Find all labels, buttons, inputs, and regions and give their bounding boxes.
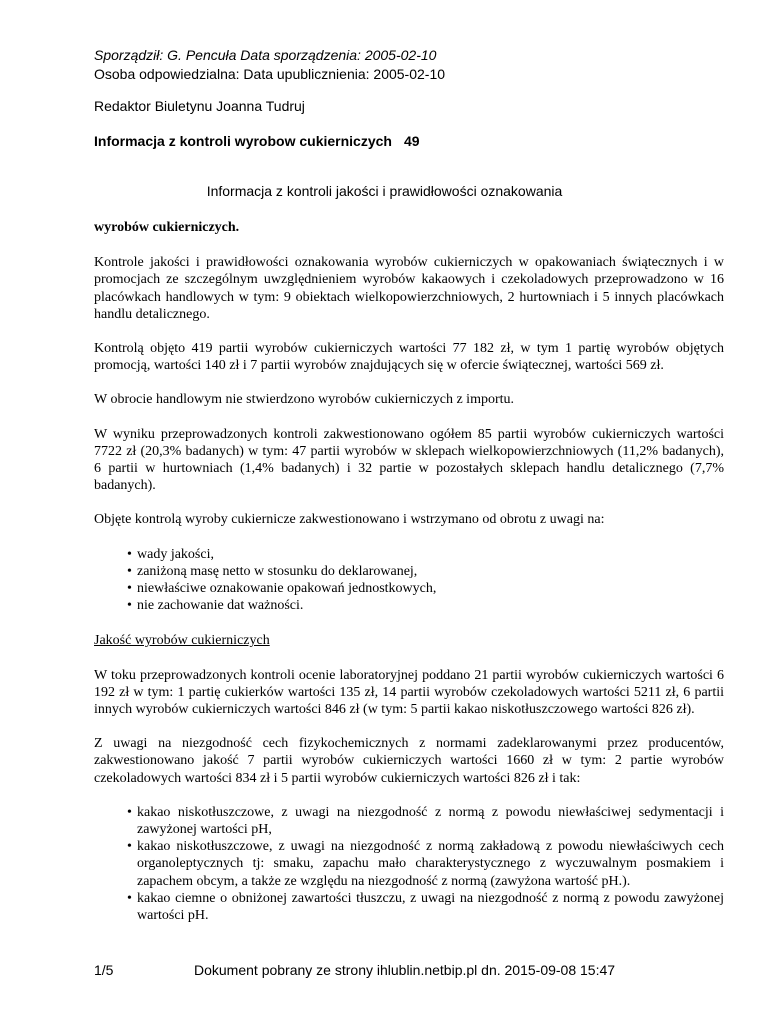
reasons-list [94, 546, 724, 615]
bullet-icon: • [127, 890, 132, 906]
list-item: • nie zachowanie dat ważności. [127, 598, 304, 614]
document-title [94, 133, 420, 149]
page-number: 1/5 [94, 962, 114, 978]
prepared-by-line: Sporządził: G. Pencuła Data sporządzenia: 2005-02-10 [94, 47, 437, 63]
list-item: • wady jakości, [127, 546, 214, 562]
paragraph-imports: W obrocie handlowym nie stwierdzono wyrobów cukierniczych z importu. [94, 392, 515, 408]
section-heading: Jakość wyrobów cukierniczych [94, 633, 270, 649]
list-item: • kakao ciemne o obniżonej zawartości tłuszczu, z uwagi na niezgodność z normą z powodu zawyżonej wartości pH. [127, 890, 724, 924]
document-subtitle: Informacja z kontroli jakości i prawidłowości oznakowania [206, 183, 563, 199]
bullet-icon: • [127, 839, 132, 855]
bullet-icon: • [127, 546, 132, 562]
document-metadata [94, 46, 445, 84]
editor-line: Redaktor Biuletynu Joanna Tudruj [94, 98, 305, 114]
findings-list [94, 804, 724, 924]
bullet-icon: • [127, 598, 132, 614]
paragraph-lab-tests: W toku przeprowadzonych kontroli ocenie laboratoryjnej poddano 21 partii wyrobów cukierniczych wartości 6 192 zł w tym: 1 partię cukierków wartości 135 zł, 14 partii wyrobów czekoladowych wartości 5211 zł, 6 partii innych wyrobów cukierniczych wartości 846 zł (w tym: 5 partii kakao niskotłuszczowego wartości 826 zł). [94, 667, 724, 718]
document-title-text: Informacja z kontroli wyrobow cukierniczych [94, 133, 392, 149]
responsible-person-line: Osoba odpowiedzialna: Data upublicznienia: 2005-02-10 [94, 66, 446, 82]
bullet-icon: • [127, 804, 132, 820]
document-body [94, 219, 724, 942]
subtitle-continuation: wyrobów cukierniczych. [94, 220, 240, 235]
paragraph-quality-findings: Z uwagi na niezgodność cech fizykochemicznych z normami zadeklarowanymi przez producentów, zakwestionowano jakość 7 partii wyrobów cukierniczych wartości 1660 zł w tym: 2 partie wyrobów czekoladowych wartości 834 zł i 5 partii wyrobów cukierniczych wartości 826 zł i tak: [94, 736, 724, 786]
list-item: • kakao niskotłuszczowe, z uwagi na niezgodność z normą zakładową z powodu niewłaściwych cech organoleptycznych tj: smaku, zapachu mało charakterystycznego z wyczuwalnym posmakiem i zapachem obcym, a także ze względu na niezgodność z normą (zawyżona wartość pH.). [127, 839, 724, 889]
paragraph-reasons-intro: Objęte kontrolą wyroby cukiernicze zakwestionowano i wstrzymano od obrotu z uwagi na: [94, 512, 605, 528]
list-item: • kakao niskotłuszczowe, z uwagi na niezgodność z normą z powodu niewłaściwej sedymentacji i zawyżonej wartości pH, [127, 804, 724, 838]
document-number: 49 [403, 133, 420, 149]
bullet-icon: • [127, 563, 132, 579]
download-source: Dokument pobrany ze strony ihlublin.netbip.pl dn. 2015-09-08 15:47 [194, 962, 616, 978]
paragraph-scope: Kontrole jakości i prawidłowości oznakowania wyrobów cukierniczych w opakowaniach świątecznych i w promocjach ze szczególnym uwzględnieniem wyrobów kakaowych i czekoladowych przeprowadzono w 16 placówkach handlowych w tym: 9 obiektach wielkopowierzchniowych, 2 hurtowniach i 5 innych placówkach handlu detalicznego. [94, 255, 724, 322]
list-item: • niewłaściwe oznakowanie opakowań jednostkowych, [127, 581, 437, 597]
list-item: • zaniżoną masę netto w stosunku do deklarowanej, [127, 563, 418, 579]
bullet-icon: • [127, 581, 132, 597]
paragraph-results: W wyniku przeprowadzonych kontroli zakwestionowano ogółem 85 partii wyrobów cukierniczych wartości 7722 zł (20,3% badanych) w tym: 47 partii wyrobów w sklepach wielkopowierzchniowych (11,2% badanych), 6 partii w hurtowniach (1,4% badanych) i 32 partie w pozostałych sklepach handlu detalicznego (7,7% badanych). [94, 426, 724, 494]
paragraph-batches: Kontrolą objęto 419 partii wyrobów cukierniczych wartości 77 182 zł, w tym 1 partię wyrobów objętych promocją, wartości 140 zł i 7 partii wyrobów znajdujących się w ofercie świątecznej, wartości 569 zł. [94, 341, 724, 374]
